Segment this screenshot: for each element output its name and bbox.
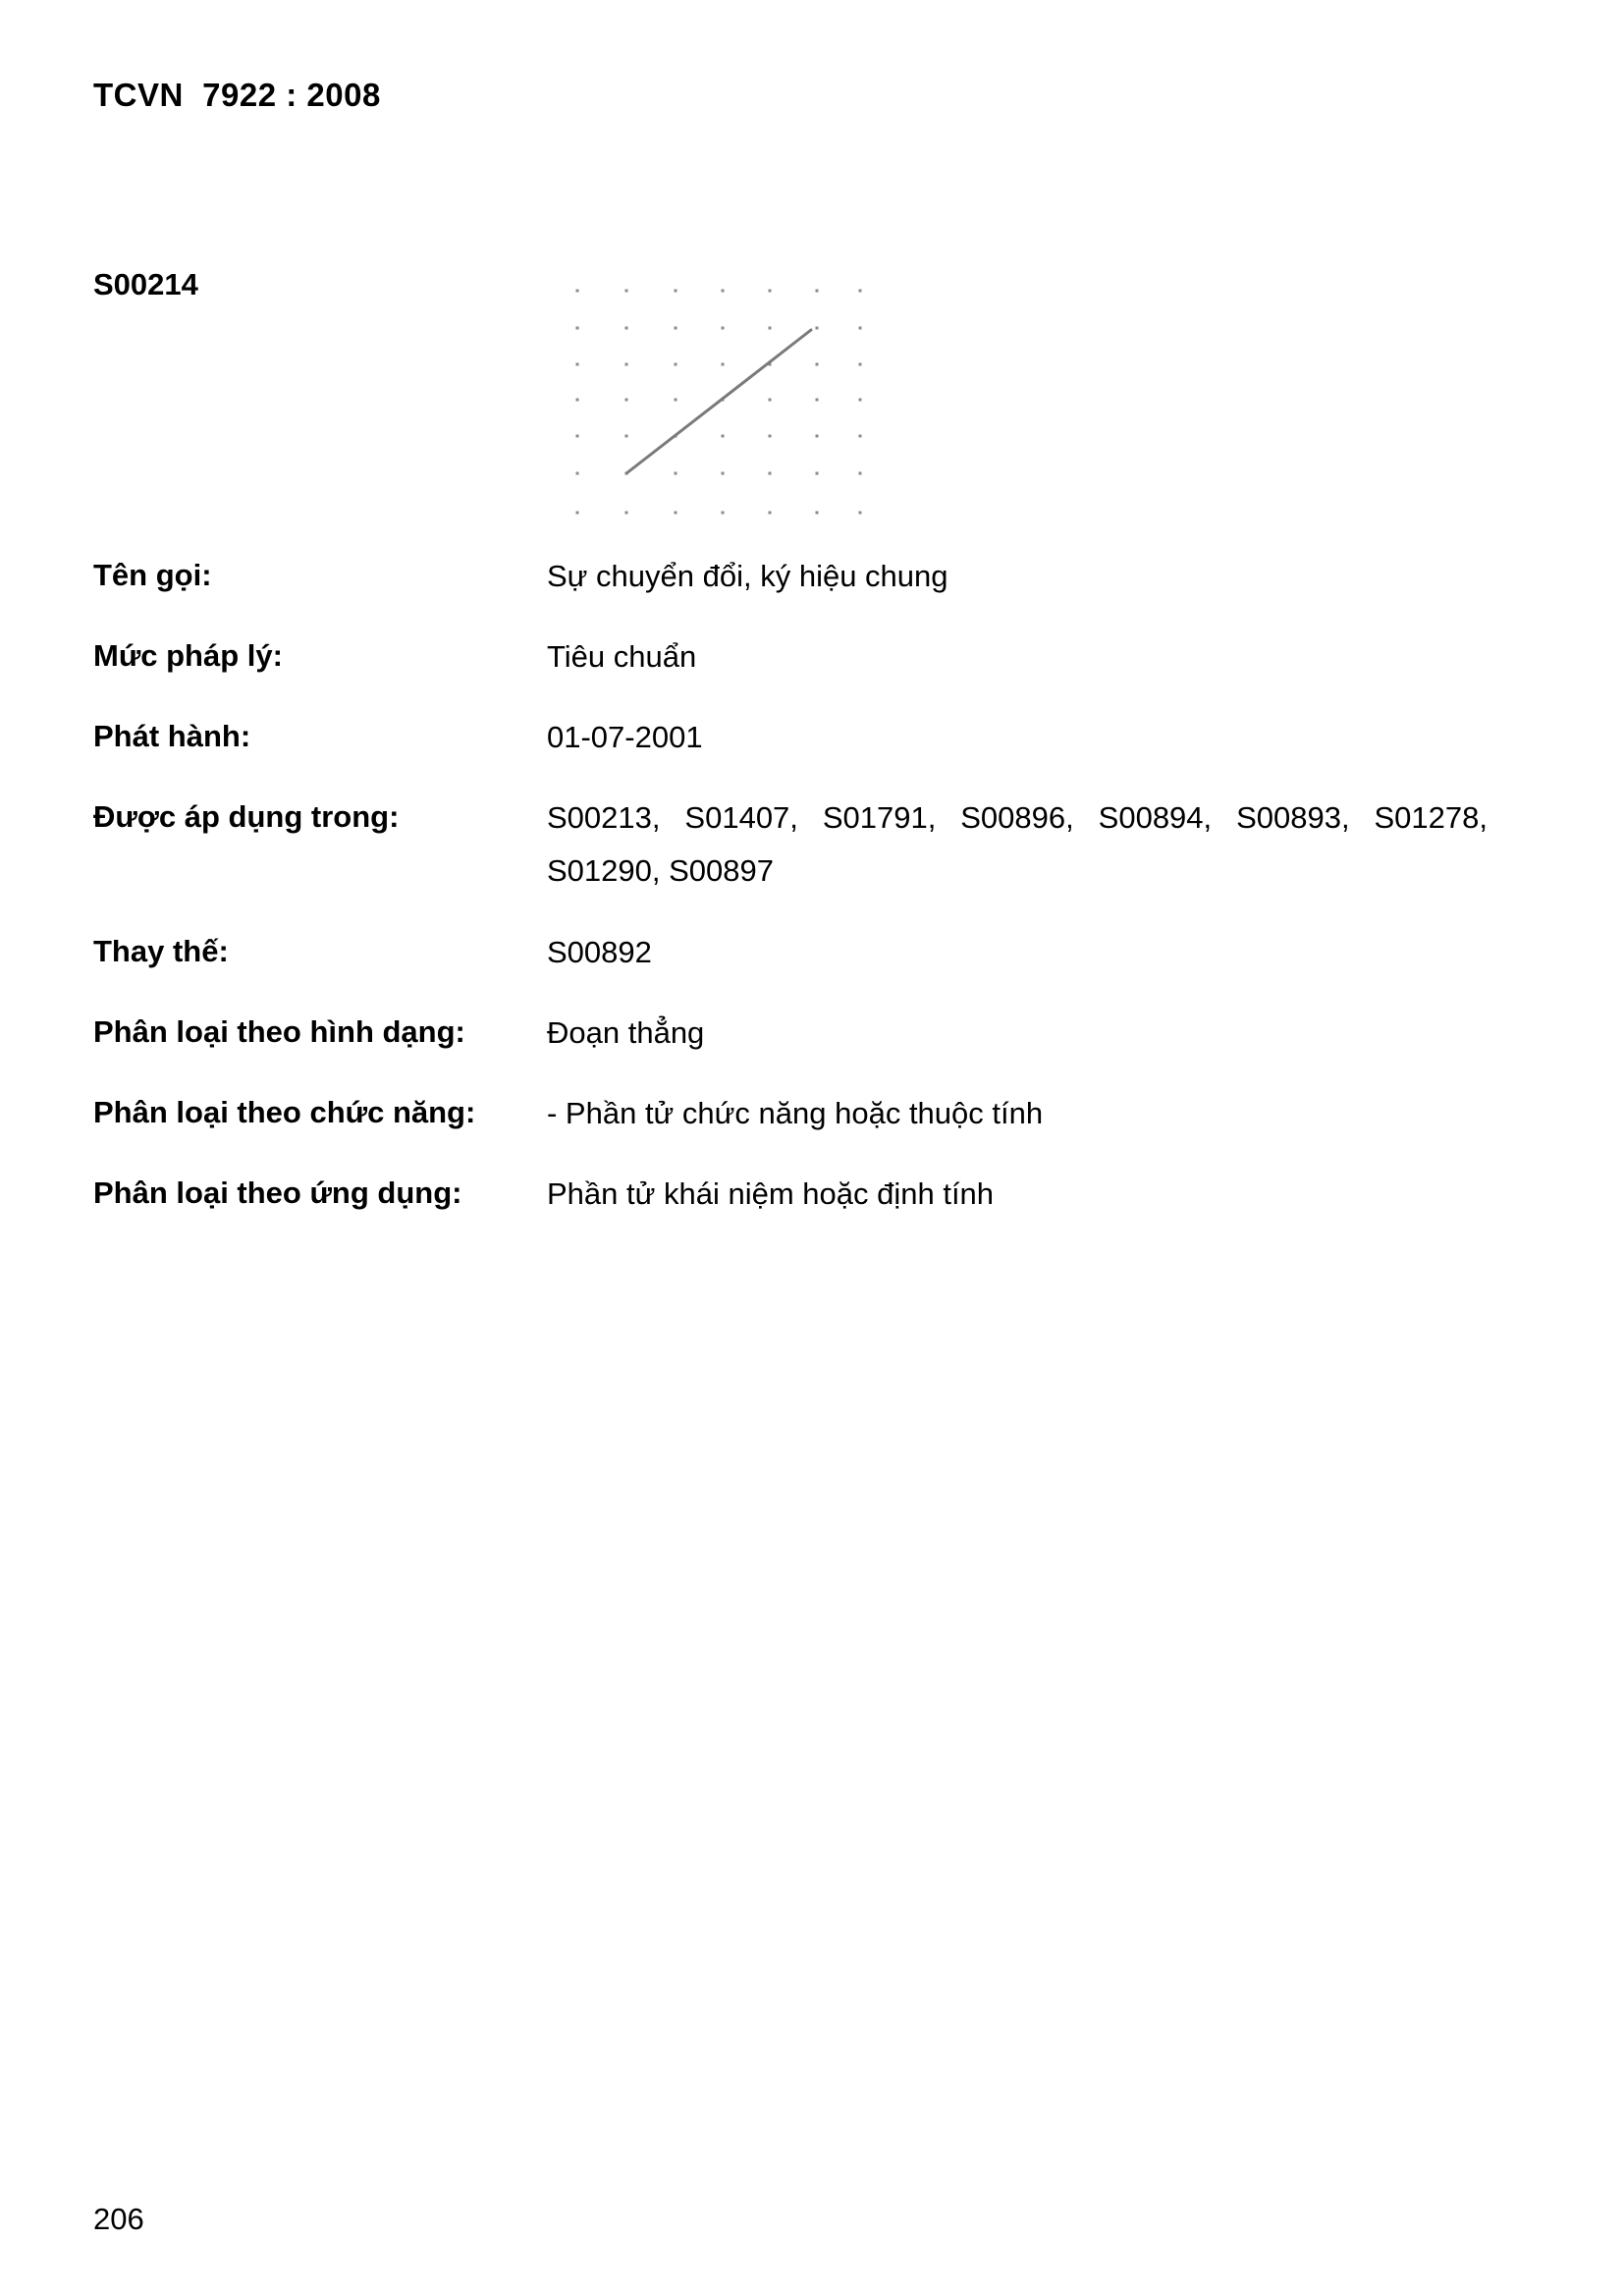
grid-dot — [859, 327, 862, 330]
grid-dot — [625, 363, 628, 366]
grid-dot — [859, 290, 862, 293]
grid-dot — [625, 290, 628, 293]
grid-dot — [722, 512, 725, 515]
symbol-info-table — [93, 558, 1488, 1256]
grid-dot — [816, 290, 819, 293]
grid-dot — [769, 472, 772, 475]
grid-dot — [816, 472, 819, 475]
grid-dot — [816, 512, 819, 515]
field-label: Tên gọi: — [93, 558, 212, 592]
field-value: Sự chuyển đổi, ký hiệu chung — [547, 559, 948, 593]
field-function-class — [93, 1095, 1488, 1139]
grid-dot — [722, 435, 725, 438]
diagonal-line-on-dot-grid-icon — [560, 277, 874, 522]
grid-dot — [816, 399, 819, 402]
field-value: Phần tử khái niệm hoặc định tính — [547, 1176, 995, 1211]
grid-dot — [625, 435, 628, 438]
field-shape-class — [93, 1014, 1488, 1059]
field-value: Tiêu chuẩn — [547, 639, 697, 674]
field-applied-in — [93, 799, 1488, 898]
grid-dot — [816, 363, 819, 366]
grid-dot — [675, 290, 677, 293]
grid-dot — [859, 399, 862, 402]
grid-dot — [576, 399, 579, 402]
page-number: 206 — [93, 2202, 144, 2236]
grid-dot — [769, 512, 772, 515]
grid-dot — [576, 363, 579, 366]
grid-dot — [675, 327, 677, 330]
field-label: Phân loại theo hình dạng: — [93, 1014, 465, 1049]
grid-dot — [769, 399, 772, 402]
grid-dot — [859, 435, 862, 438]
grid-dot — [675, 472, 677, 475]
field-label: Thay thế: — [93, 934, 229, 968]
grid-dot — [722, 472, 725, 475]
grid-dot — [576, 327, 579, 330]
grid-dot — [576, 290, 579, 293]
field-label: Phân loại theo chức năng: — [93, 1095, 476, 1129]
grid-dot — [769, 290, 772, 293]
field-value: S00892 — [547, 935, 652, 969]
field-value: Đoạn thẳng — [547, 1015, 705, 1050]
diagonal-line — [626, 330, 811, 473]
grid-dot — [722, 363, 725, 366]
grid-dot — [769, 327, 772, 330]
field-issued — [93, 719, 1488, 763]
grid-dot — [675, 363, 677, 366]
symbol-figure — [560, 277, 874, 522]
grid-dot — [625, 399, 628, 402]
field-label: Phân loại theo ứng dụng: — [93, 1175, 462, 1210]
grid-dot — [625, 327, 628, 330]
field-label: Được áp dụng trong: — [93, 799, 400, 834]
field-value: S00213, S01407, S01791, S00896, S00894, S00893, S01278, S01290, S00897 — [547, 800, 1488, 888]
field-name — [93, 558, 1488, 602]
document-header: TCVN 7922 : 2008 — [93, 77, 381, 113]
field-value: 01-07-2001 — [547, 720, 703, 754]
grid-dot — [816, 435, 819, 438]
symbol-code: S00214 — [93, 267, 198, 301]
grid-dot — [816, 327, 819, 330]
field-label: Mức pháp lý: — [93, 638, 283, 673]
grid-dot — [576, 472, 579, 475]
grid-dot — [859, 512, 862, 515]
field-legal-level — [93, 638, 1488, 683]
grid-dot — [859, 363, 862, 366]
field-value: - Phần tử chức năng hoặc thuộc tính — [547, 1096, 1044, 1130]
grid-dot — [859, 472, 862, 475]
grid-dot — [576, 435, 579, 438]
field-label: Phát hành: — [93, 719, 251, 753]
field-replaces — [93, 934, 1488, 978]
grid-dot — [576, 512, 579, 515]
grid-dot — [722, 290, 725, 293]
field-application-class — [93, 1175, 1488, 1220]
grid-dot — [625, 512, 628, 515]
grid-dot — [722, 327, 725, 330]
grid-dot — [675, 512, 677, 515]
grid-dot — [675, 399, 677, 402]
grid-dot — [769, 435, 772, 438]
